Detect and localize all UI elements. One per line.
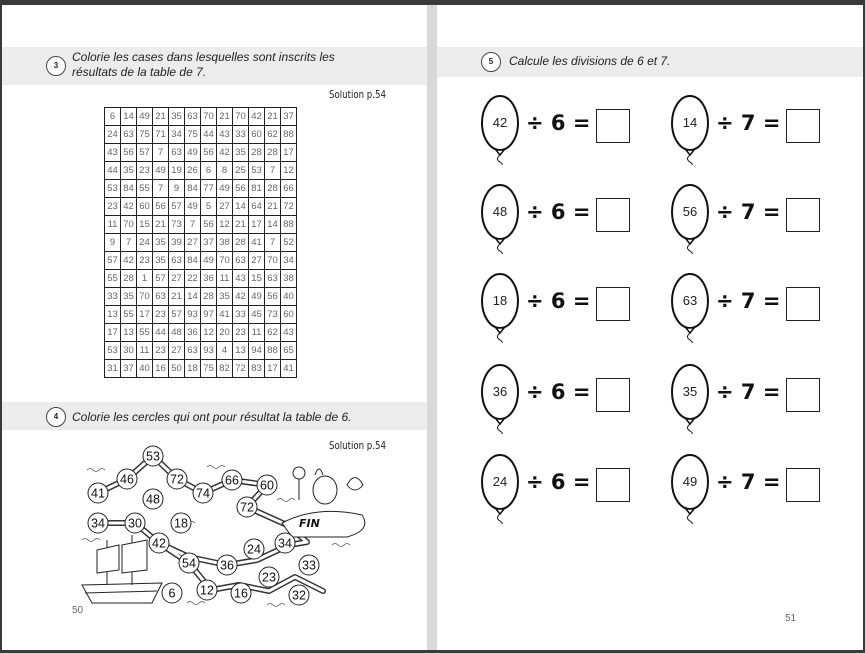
answer-box[interactable] bbox=[786, 287, 820, 321]
grid-cell[interactable]: 37 bbox=[201, 234, 217, 252]
exercise3-solution-ref: Solution p.54 bbox=[329, 89, 386, 101]
grid-cell[interactable]: 97 bbox=[201, 306, 217, 324]
maze-circle-label: 46 bbox=[120, 472, 134, 487]
grid-cell[interactable]: 17 bbox=[265, 360, 281, 378]
grid-cell[interactable]: 60 bbox=[281, 306, 297, 324]
divisor-equation: ÷ 6 = bbox=[526, 470, 591, 494]
grid-cell[interactable]: 56 bbox=[121, 144, 137, 162]
grid-cell[interactable]: 84 bbox=[121, 180, 137, 198]
maze-circle-label: 16 bbox=[234, 586, 248, 601]
grid-cell[interactable]: 33 bbox=[105, 288, 121, 306]
maze-circle-label: 12 bbox=[200, 583, 214, 598]
grid-cell[interactable]: 70 bbox=[121, 216, 137, 234]
divisor-equation: ÷ 7 = bbox=[716, 470, 781, 494]
grid-cell[interactable]: 21 bbox=[265, 198, 281, 216]
grid-cell[interactable]: 73 bbox=[265, 306, 281, 324]
grid-cell[interactable]: 88 bbox=[281, 216, 297, 234]
grid-cell[interactable]: 60 bbox=[249, 126, 265, 144]
grid-cell[interactable]: 11 bbox=[249, 324, 265, 342]
grid-row bbox=[105, 216, 297, 234]
grid-cell[interactable]: 52 bbox=[281, 234, 297, 252]
grid-cell[interactable]: 41 bbox=[249, 234, 265, 252]
grid-row bbox=[105, 162, 297, 180]
divisor-equation: ÷ 7 = bbox=[716, 111, 781, 135]
grid-cell[interactable]: 35 bbox=[233, 144, 249, 162]
balloon-icon bbox=[669, 452, 711, 529]
grid-cell[interactable]: 77 bbox=[201, 180, 217, 198]
answer-box[interactable] bbox=[786, 378, 820, 412]
grid-cell[interactable]: 13 bbox=[233, 342, 249, 360]
grid-cell[interactable]: 11 bbox=[217, 270, 233, 288]
grid-cell[interactable]: 28 bbox=[249, 144, 265, 162]
maze-circle-label: 72 bbox=[240, 500, 254, 515]
grid-cell[interactable]: 49 bbox=[249, 288, 265, 306]
exercise5-number: 5 bbox=[481, 52, 501, 72]
exercise3-instruction: Colorie les cases dans lesquelles sont inscrits les résultats de la table de 7. bbox=[72, 50, 335, 79]
grid-cell[interactable]: 23 bbox=[153, 306, 169, 324]
maze-circle-label: 30 bbox=[128, 516, 142, 531]
grid-cell[interactable]: 42 bbox=[249, 108, 265, 126]
grid-cell[interactable]: 55 bbox=[137, 180, 153, 198]
grid-row bbox=[105, 180, 297, 198]
grid-cell[interactable]: 38 bbox=[281, 270, 297, 288]
grid-row bbox=[105, 360, 297, 378]
grid-cell[interactable]: 6 bbox=[201, 162, 217, 180]
maze-end-label: FIN bbox=[299, 517, 320, 530]
grid-cell[interactable]: 7 bbox=[265, 162, 281, 180]
grid-cell[interactable]: 94 bbox=[249, 342, 265, 360]
grid-cell[interactable]: 27 bbox=[185, 234, 201, 252]
grid-cell[interactable]: 17 bbox=[249, 216, 265, 234]
grid-cell[interactable]: 45 bbox=[249, 306, 265, 324]
grid-cell[interactable]: 21 bbox=[217, 108, 233, 126]
grid-cell[interactable]: 71 bbox=[153, 126, 169, 144]
grid-cell[interactable]: 40 bbox=[137, 360, 153, 378]
grid-cell[interactable]: 9 bbox=[105, 234, 121, 252]
maze-circle-label: 41 bbox=[91, 486, 105, 501]
balloon-icon bbox=[479, 93, 521, 170]
grid-cell[interactable]: 24 bbox=[137, 234, 153, 252]
grid-cell[interactable]: 84 bbox=[185, 252, 201, 270]
grid-cell[interactable]: 36 bbox=[185, 324, 201, 342]
grid-cell[interactable]: 70 bbox=[233, 108, 249, 126]
grid-cell[interactable]: 7 bbox=[185, 216, 201, 234]
maze-circle-label: 24 bbox=[247, 542, 261, 557]
book-gutter bbox=[427, 5, 437, 650]
grid-cell[interactable]: 21 bbox=[169, 288, 185, 306]
right-page bbox=[437, 5, 863, 650]
answer-box[interactable] bbox=[596, 378, 630, 412]
maze-circle-label: 6 bbox=[168, 586, 176, 601]
dividend-number: 14 bbox=[682, 115, 698, 130]
grid-cell[interactable]: 62 bbox=[265, 126, 281, 144]
grid-cell[interactable]: 53 bbox=[105, 180, 121, 198]
grid-cell[interactable]: 57 bbox=[105, 252, 121, 270]
grid-cell[interactable]: 49 bbox=[217, 180, 233, 198]
grid-cell[interactable]: 21 bbox=[153, 108, 169, 126]
grid-cell[interactable]: 27 bbox=[217, 198, 233, 216]
grid-cell[interactable]: 81 bbox=[249, 180, 265, 198]
grid-cell[interactable]: 88 bbox=[281, 126, 297, 144]
answer-box[interactable] bbox=[596, 287, 630, 321]
grid-cell[interactable]: 55 bbox=[105, 270, 121, 288]
grid-cell[interactable]: 50 bbox=[169, 360, 185, 378]
grid-cell[interactable]: 12 bbox=[201, 324, 217, 342]
dividend-number: 42 bbox=[492, 115, 508, 130]
grid-cell[interactable]: 44 bbox=[201, 126, 217, 144]
grid-cell[interactable]: 21 bbox=[265, 108, 281, 126]
grid-cell[interactable]: 73 bbox=[169, 216, 185, 234]
grid-cell[interactable]: 41 bbox=[217, 306, 233, 324]
answer-box[interactable] bbox=[786, 109, 820, 143]
grid-cell[interactable]: 72 bbox=[233, 360, 249, 378]
page-number-left: 50 bbox=[72, 605, 84, 616]
grid-cell[interactable]: 11 bbox=[105, 216, 121, 234]
dividend-number: 24 bbox=[492, 474, 508, 489]
maze-circle-label: 60 bbox=[260, 478, 274, 493]
dividend-number: 56 bbox=[682, 204, 698, 219]
grid-cell[interactable]: 16 bbox=[153, 360, 169, 378]
grid-cell[interactable]: 28 bbox=[121, 270, 137, 288]
grid-cell[interactable]: 63 bbox=[265, 270, 281, 288]
page-number-right: 51 bbox=[785, 613, 797, 624]
grid-cell[interactable]: 70 bbox=[217, 252, 233, 270]
grid-cell[interactable]: 27 bbox=[169, 270, 185, 288]
exercise4-solution-ref: Solution p.54 bbox=[329, 440, 386, 452]
circle-maze-illustration bbox=[77, 445, 377, 610]
grid-cell[interactable]: 43 bbox=[233, 270, 249, 288]
grid-cell[interactable]: 65 bbox=[281, 342, 297, 360]
grid-cell[interactable]: 56 bbox=[201, 216, 217, 234]
divisor-equation: ÷ 6 = bbox=[526, 289, 591, 313]
maze-circle-label: 33 bbox=[302, 558, 316, 573]
grid-cell[interactable]: 37 bbox=[281, 108, 297, 126]
grid-cell[interactable]: 43 bbox=[281, 324, 297, 342]
grid-cell[interactable]: 57 bbox=[169, 306, 185, 324]
grid-cell[interactable]: 75 bbox=[185, 126, 201, 144]
grid-cell[interactable]: 48 bbox=[169, 324, 185, 342]
grid-cell[interactable]: 11 bbox=[137, 342, 153, 360]
balloon-icon bbox=[669, 182, 711, 259]
grid-cell[interactable]: 83 bbox=[249, 360, 265, 378]
grid-cell[interactable]: 15 bbox=[137, 216, 153, 234]
grid-cell[interactable]: 7 bbox=[265, 234, 281, 252]
grid-cell[interactable]: 66 bbox=[281, 180, 297, 198]
grid-cell[interactable]: 18 bbox=[185, 360, 201, 378]
maze-circle-label: 53 bbox=[146, 449, 160, 464]
grid-cell[interactable]: 6 bbox=[105, 108, 121, 126]
balloon-icon bbox=[479, 362, 521, 439]
grid-cell[interactable]: 23 bbox=[137, 162, 153, 180]
grid-cell[interactable]: 42 bbox=[233, 288, 249, 306]
grid-cell[interactable]: 21 bbox=[233, 216, 249, 234]
grid-cell[interactable]: 28 bbox=[233, 234, 249, 252]
grid-cell[interactable]: 49 bbox=[153, 162, 169, 180]
grid-cell[interactable]: 17 bbox=[105, 324, 121, 342]
balloon-icon bbox=[669, 271, 711, 348]
grid-cell[interactable]: 14 bbox=[185, 288, 201, 306]
grid-cell[interactable]: 8 bbox=[217, 162, 233, 180]
grid-cell[interactable]: 9 bbox=[169, 180, 185, 198]
grid-cell[interactable]: 49 bbox=[137, 108, 153, 126]
grid-cell[interactable]: 28 bbox=[201, 288, 217, 306]
exercise4-number: 4 bbox=[46, 407, 66, 427]
divisor-equation: ÷ 7 = bbox=[716, 200, 781, 224]
grid-cell[interactable]: 31 bbox=[105, 360, 121, 378]
balloon-icon bbox=[479, 452, 521, 529]
grid-cell[interactable]: 35 bbox=[121, 288, 137, 306]
grid-cell[interactable]: 23 bbox=[233, 324, 249, 342]
dividend-number: 18 bbox=[492, 293, 508, 308]
grid-cell[interactable]: 42 bbox=[121, 252, 137, 270]
answer-box[interactable] bbox=[596, 198, 630, 232]
grid-cell[interactable]: 26 bbox=[185, 162, 201, 180]
grid-cell[interactable]: 63 bbox=[153, 288, 169, 306]
grid-cell[interactable]: 57 bbox=[153, 270, 169, 288]
grid-cell[interactable]: 55 bbox=[121, 306, 137, 324]
divisor-equation: ÷ 7 = bbox=[716, 289, 781, 313]
grid-cell[interactable]: 5 bbox=[201, 198, 217, 216]
grid-cell[interactable]: 27 bbox=[249, 252, 265, 270]
balloon-icon bbox=[669, 362, 711, 439]
grid-cell[interactable]: 88 bbox=[265, 342, 281, 360]
divisor-equation: ÷ 7 = bbox=[716, 380, 781, 404]
grid-cell[interactable]: 1 bbox=[137, 270, 153, 288]
grid-cell[interactable]: 84 bbox=[185, 180, 201, 198]
grid-cell[interactable]: 35 bbox=[169, 108, 185, 126]
grid-cell[interactable]: 39 bbox=[169, 234, 185, 252]
grid-cell[interactable]: 12 bbox=[281, 162, 297, 180]
answer-box[interactable] bbox=[596, 109, 630, 143]
grid-cell[interactable]: 43 bbox=[217, 126, 233, 144]
grid-cell[interactable]: 30 bbox=[121, 342, 137, 360]
grid-cell[interactable]: 93 bbox=[201, 342, 217, 360]
grid-cell[interactable]: 38 bbox=[217, 234, 233, 252]
balloon-icon bbox=[479, 182, 521, 259]
grid-cell[interactable]: 42 bbox=[217, 144, 233, 162]
grid-row bbox=[105, 144, 297, 162]
grid-cell[interactable]: 49 bbox=[185, 144, 201, 162]
grid-cell[interactable]: 53 bbox=[249, 162, 265, 180]
grid-cell[interactable]: 49 bbox=[185, 198, 201, 216]
grid-cell[interactable]: 56 bbox=[233, 180, 249, 198]
grid-cell[interactable]: 14 bbox=[121, 108, 137, 126]
dividend-number: 49 bbox=[682, 474, 698, 489]
grid-cell[interactable]: 53 bbox=[105, 342, 121, 360]
grid-row bbox=[105, 198, 297, 216]
grid-cell[interactable]: 23 bbox=[105, 198, 121, 216]
grid-cell[interactable]: 75 bbox=[201, 360, 217, 378]
grid-cell[interactable]: 82 bbox=[217, 360, 233, 378]
exercise5-instruction: Calcule les divisions de 6 et 7. bbox=[509, 54, 671, 68]
grid-cell[interactable]: 75 bbox=[137, 126, 153, 144]
balloon-icon bbox=[479, 271, 521, 348]
number-grid bbox=[104, 107, 297, 378]
grid-cell[interactable]: 56 bbox=[153, 198, 169, 216]
grid-cell[interactable]: 70 bbox=[201, 108, 217, 126]
grid-cell[interactable]: 93 bbox=[185, 306, 201, 324]
island-icon bbox=[282, 467, 365, 537]
grid-cell[interactable]: 12 bbox=[217, 216, 233, 234]
grid-cell[interactable]: 42 bbox=[121, 198, 137, 216]
grid-cell[interactable]: 13 bbox=[121, 324, 137, 342]
left-page bbox=[2, 5, 427, 650]
maze-circle-label: 42 bbox=[152, 536, 166, 551]
grid-cell[interactable]: 70 bbox=[137, 288, 153, 306]
grid-cell[interactable]: 44 bbox=[105, 162, 121, 180]
grid-cell[interactable]: 15 bbox=[249, 270, 265, 288]
grid-cell[interactable]: 64 bbox=[249, 198, 265, 216]
grid-row bbox=[105, 126, 297, 144]
grid-cell[interactable]: 17 bbox=[281, 144, 297, 162]
grid-row bbox=[105, 234, 297, 252]
grid-cell[interactable]: 25 bbox=[233, 162, 249, 180]
grid-row bbox=[105, 108, 297, 126]
grid-cell[interactable]: 72 bbox=[281, 198, 297, 216]
grid-cell[interactable]: 4 bbox=[217, 342, 233, 360]
maze-circle-label: 72 bbox=[170, 472, 184, 487]
dividend-number: 63 bbox=[682, 293, 698, 308]
grid-cell[interactable]: 21 bbox=[153, 216, 169, 234]
grid-cell[interactable]: 27 bbox=[169, 342, 185, 360]
grid-cell[interactable]: 35 bbox=[153, 234, 169, 252]
grid-cell[interactable]: 44 bbox=[153, 324, 169, 342]
grid-cell[interactable]: 60 bbox=[137, 198, 153, 216]
grid-cell[interactable]: 7 bbox=[121, 234, 137, 252]
dividend-number: 35 bbox=[682, 384, 698, 399]
grid-cell[interactable]: 14 bbox=[233, 198, 249, 216]
grid-row bbox=[105, 306, 297, 324]
grid-cell[interactable]: 55 bbox=[137, 324, 153, 342]
grid-cell[interactable]: 63 bbox=[169, 144, 185, 162]
grid-cell[interactable]: 63 bbox=[121, 126, 137, 144]
grid-cell[interactable]: 35 bbox=[153, 252, 169, 270]
divisor-equation: ÷ 6 = bbox=[526, 200, 591, 224]
grid-cell[interactable]: 57 bbox=[169, 198, 185, 216]
answer-box[interactable] bbox=[786, 468, 820, 502]
grid-cell[interactable]: 33 bbox=[233, 126, 249, 144]
grid-cell[interactable]: 56 bbox=[265, 288, 281, 306]
grid-cell[interactable]: 37 bbox=[121, 360, 137, 378]
grid-row bbox=[105, 252, 297, 270]
grid-cell[interactable]: 63 bbox=[185, 342, 201, 360]
grid-cell[interactable]: 28 bbox=[265, 180, 281, 198]
grid-cell[interactable]: 13 bbox=[105, 306, 121, 324]
grid-cell[interactable]: 24 bbox=[105, 126, 121, 144]
divisor-equation: ÷ 6 = bbox=[526, 111, 591, 135]
grid-cell[interactable]: 34 bbox=[169, 126, 185, 144]
grid-cell[interactable]: 35 bbox=[121, 162, 137, 180]
grid-cell[interactable]: 70 bbox=[265, 252, 281, 270]
grid-cell[interactable]: 36 bbox=[201, 270, 217, 288]
dividend-number: 48 bbox=[492, 204, 508, 219]
exercise3-number: 3 bbox=[46, 56, 66, 76]
dividend-number: 36 bbox=[492, 384, 508, 399]
grid-cell[interactable]: 43 bbox=[105, 144, 121, 162]
grid-cell[interactable]: 7 bbox=[153, 180, 169, 198]
grid-row bbox=[105, 270, 297, 288]
grid-cell[interactable]: 57 bbox=[137, 144, 153, 162]
maze-circle-label: 66 bbox=[225, 473, 239, 488]
exercise4-instruction: Colorie les cercles qui ont pour résultat la table de 6. bbox=[72, 410, 352, 424]
grid-row bbox=[105, 324, 297, 342]
maze-circle-label: 34 bbox=[91, 516, 105, 531]
grid-cell[interactable]: 23 bbox=[153, 342, 169, 360]
grid-cell[interactable]: 22 bbox=[185, 270, 201, 288]
balloon-icon bbox=[669, 93, 711, 170]
grid-cell[interactable]: 63 bbox=[233, 252, 249, 270]
maze-circle-label: 34 bbox=[278, 536, 292, 551]
grid-cell[interactable]: 56 bbox=[201, 144, 217, 162]
grid-cell[interactable]: 62 bbox=[265, 324, 281, 342]
grid-cell[interactable]: 7 bbox=[153, 144, 169, 162]
grid-cell[interactable]: 23 bbox=[137, 252, 153, 270]
maze-circle-label: 54 bbox=[182, 556, 196, 571]
grid-cell[interactable]: 17 bbox=[137, 306, 153, 324]
grid-cell[interactable]: 49 bbox=[201, 252, 217, 270]
maze-circle-label: 48 bbox=[146, 492, 160, 507]
grid-row bbox=[105, 342, 297, 360]
maze-circle-label: 23 bbox=[262, 570, 276, 585]
answer-box[interactable] bbox=[596, 468, 630, 502]
maze-circle-label: 74 bbox=[196, 486, 210, 501]
grid-cell[interactable]: 41 bbox=[281, 360, 297, 378]
maze-circle-label: 32 bbox=[292, 588, 306, 603]
grid-cell[interactable]: 20 bbox=[217, 324, 233, 342]
grid-cell[interactable]: 35 bbox=[217, 288, 233, 306]
maze-circle-label: 36 bbox=[220, 558, 234, 573]
divisor-equation: ÷ 6 = bbox=[526, 380, 591, 404]
grid-cell[interactable]: 14 bbox=[265, 216, 281, 234]
answer-box[interactable] bbox=[786, 198, 820, 232]
grid-cell[interactable]: 33 bbox=[233, 306, 249, 324]
maze-circle-label: 18 bbox=[174, 516, 188, 531]
grid-cell[interactable]: 19 bbox=[169, 162, 185, 180]
grid-cell[interactable]: 63 bbox=[185, 108, 201, 126]
grid-cell[interactable]: 63 bbox=[169, 252, 185, 270]
grid-cell[interactable]: 34 bbox=[281, 252, 297, 270]
grid-cell[interactable]: 40 bbox=[281, 288, 297, 306]
grid-cell[interactable]: 28 bbox=[265, 144, 281, 162]
grid-row bbox=[105, 288, 297, 306]
